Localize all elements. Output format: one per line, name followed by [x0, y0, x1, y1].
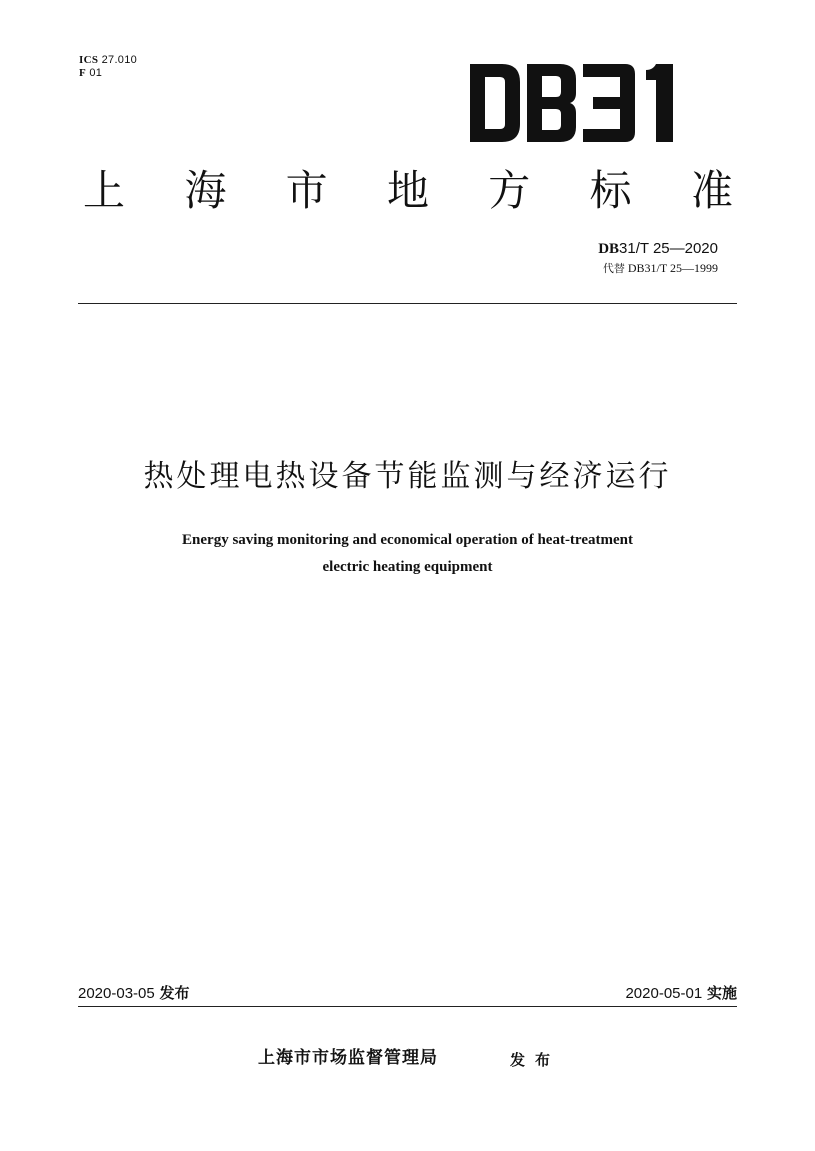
ccs-value: 01	[89, 67, 103, 79]
ics-label: ICS	[79, 54, 99, 66]
ccs-label: F	[79, 67, 87, 79]
document-title-cn: 热处理电热设备节能监测与经济运行	[143, 459, 672, 494]
db31-logo	[470, 64, 692, 142]
category-char: 准	[690, 166, 733, 215]
category-char: 地	[386, 166, 429, 215]
standard-number-rest: 31/T 25—2020	[619, 240, 718, 257]
document-title-en-line2: electric heating equipment	[322, 559, 493, 575]
logo-letter-d	[470, 64, 520, 142]
ics-value: 27.010	[101, 54, 138, 66]
issue-date-value: 2020-03-05	[78, 985, 155, 1002]
standard-number-prefix: DB	[598, 241, 620, 257]
implementation-date	[625, 983, 737, 1004]
category-char: 方	[488, 166, 531, 215]
logo-digit-1	[646, 64, 673, 142]
category-char: 海	[184, 166, 227, 215]
replaces-standard	[603, 261, 718, 276]
issue-date-word: 发布	[159, 984, 190, 1002]
replaces-code: DB31/T 25—1999	[627, 261, 718, 275]
ccs-code	[79, 67, 102, 80]
category-char: 上	[82, 166, 125, 215]
issue-date	[78, 983, 190, 1004]
ics-code	[79, 54, 137, 67]
issuing-action: 发布	[510, 1051, 561, 1069]
issuing-authority: 上海市市场监督管理局	[258, 1048, 438, 1068]
implementation-date-word: 实施	[706, 984, 737, 1002]
category-char: 标	[589, 166, 632, 215]
replaces-label: 代替	[602, 262, 625, 275]
standard-number	[598, 240, 718, 258]
implementation-date-value: 2020-05-01	[625, 985, 703, 1002]
logo-letter-b	[527, 64, 576, 142]
logo-digit-3	[583, 64, 635, 142]
standard-category-title	[78, 162, 738, 220]
footer-divider	[78, 1006, 737, 1007]
document-title-en-line1: Energy saving monitoring and economical operation of heat-treatment	[182, 532, 633, 548]
header-divider	[78, 303, 737, 304]
category-char: 市	[285, 166, 328, 215]
